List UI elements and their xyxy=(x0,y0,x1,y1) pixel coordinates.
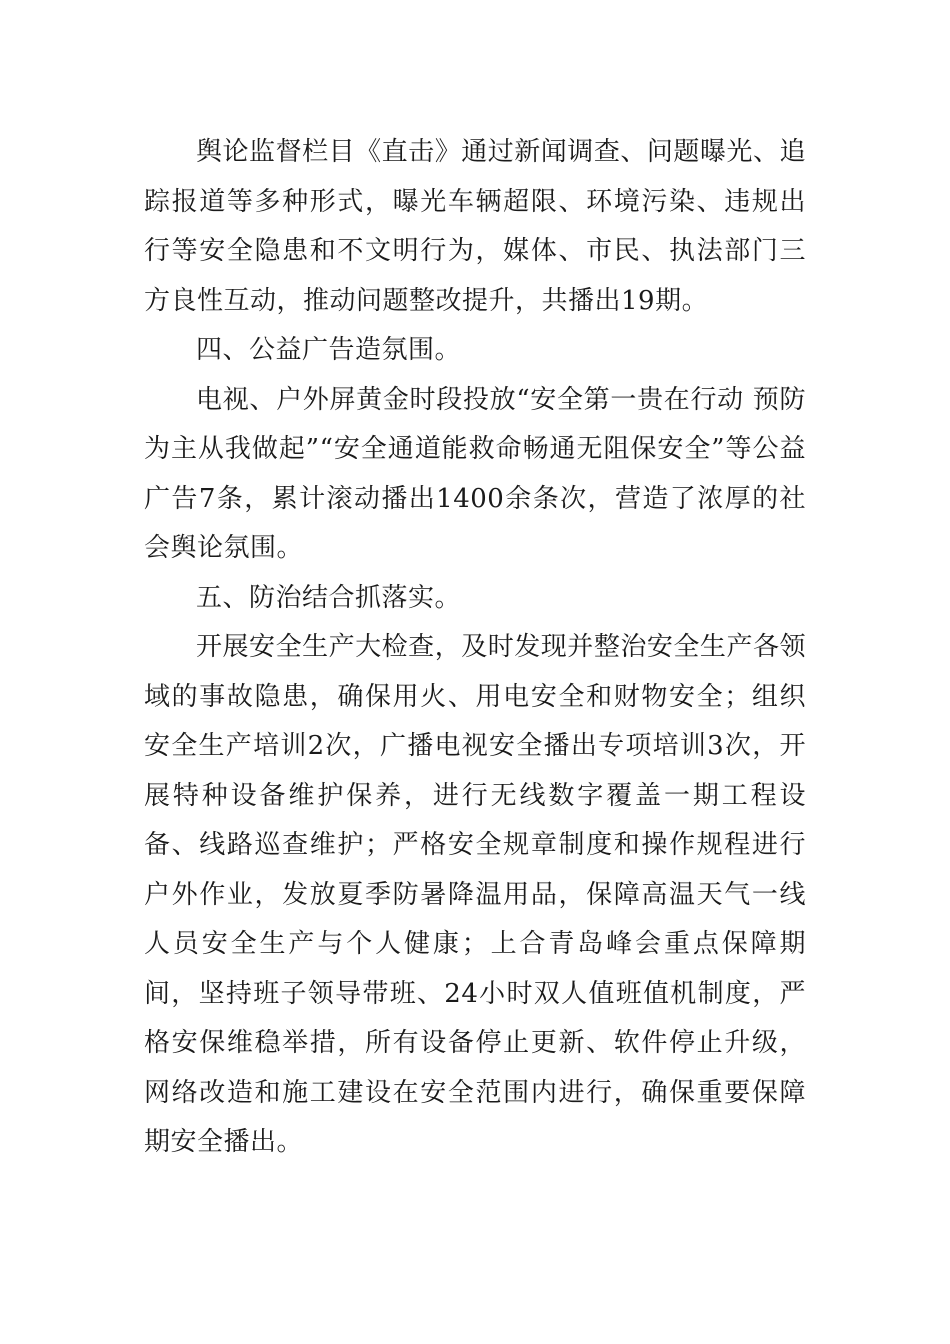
section-heading-prevention: 五、防治结合抓落实。 xyxy=(196,582,462,613)
section-heading-public-ads: 四、公益广告造氛围。 xyxy=(196,335,462,365)
paragraph-supervision-column: 舆论监督栏目《直击》通过新闻调查、问题曝光、追踪报道等多种形式，曝光车辆超限、环境污染、违规出行等安全隐患和不文明行为，媒体、市民、执法部门三方良性互动，推动问题整改提升，共播出19期。 xyxy=(144,137,806,316)
paragraph-public-ads: 电视、户外屏黄金时段投放“安全第一贵在行动 预防为主从我做起”“安全通道能救命畅通无阻保安全”等公益广告7条，累计滚动播出1400余条次，营造了浓厚的社会舆论氛围。 xyxy=(144,384,806,563)
document-body xyxy=(144,128,806,1168)
paragraph-prevention: 开展安全生产大检查，及时发现并整治安全生产各领域的事故隐患，确保用火、用电安全和财物安全；组织安全生产培训2次，广播电视安全播出专项培训3次，开展特种设备维护保养，进行无线数字覆盖一期工程设备、线路巡查维护；严格安全规章制度和操作规程进行户外作业，发放夏季防暑降温用品，保障高温天气一线人员安全生产与个人健康；上合青岛峰会重点保障期间，坚持班子领导带班、24小时双人值班值机制度，严格安保维稳举措，所有设备停止更新、软件停止升级，网络改造和施工建设在安全范围内进行，确保重要保障期安全播出。 xyxy=(144,632,806,1157)
